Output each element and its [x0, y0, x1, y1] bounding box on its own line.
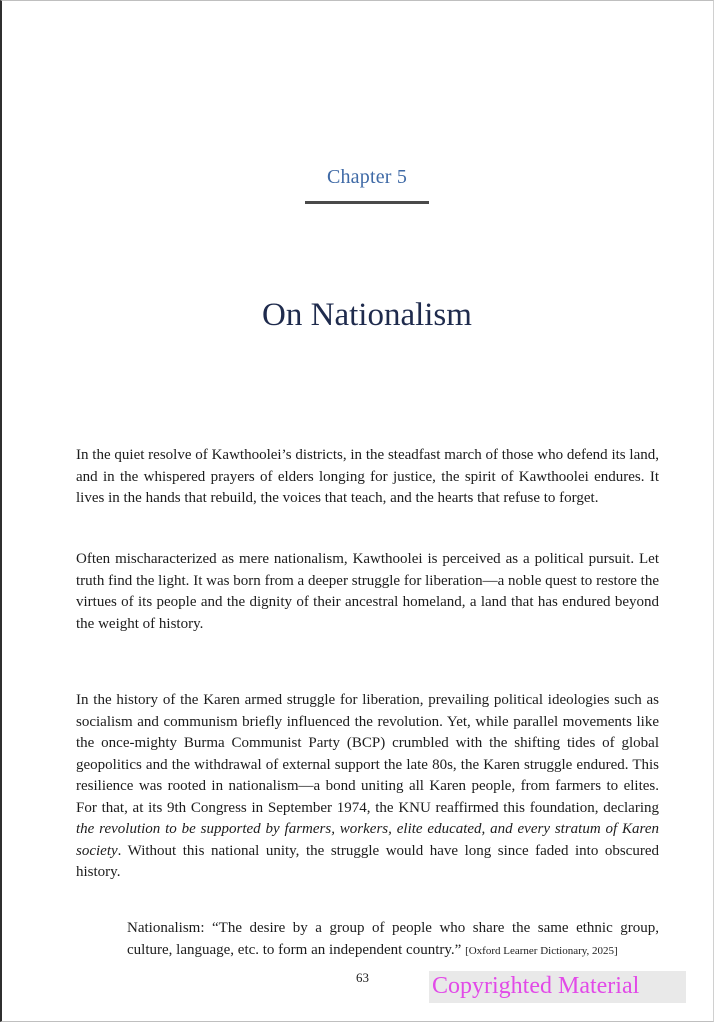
paragraph-3-italic-quote: the revolution to be supported by farmers, workers, elite educated, and every stratum of Karen society: [76, 821, 659, 859]
chapter-label: Chapter 5: [326, 166, 408, 188]
chapter-divider: [305, 201, 429, 204]
paragraph-1: In the quiet resolve of Kawthoolei’s districts, in the steadfast march of those who defend its land, and in the whispered prayers of elders longing for justice, the spirit of Kawthoolei endures. It lives in the hands that rebuild, the voices that teach, and the hearts that refuse to forget.: [76, 447, 659, 506]
definition-quote: [127, 918, 659, 962]
quote-text: Nationalism: “The desire by a group of people who share the same ethnic group, culture, language, etc. to form an independent country.”: [127, 920, 659, 958]
page-number: 63: [356, 970, 369, 985]
paragraph-3-text-end: . Without this national unity, the struggle would have long since faded into obscured history.: [76, 842, 659, 880]
copyright-watermark: [429, 971, 686, 1003]
paragraph-2: Often mischaracterized as mere nationalism, Kawthoolei is perceived as a political pursuit. Let truth find the light. It was born from a deeper struggle for liberation—a noble quest to restore the virtues of its people and the dignity of their ancestral homeland, a land that has endured beyond the weight of history.: [76, 551, 659, 632]
watermark-text: Copyrighted Material: [432, 973, 640, 999]
paragraph-3-text-start: In the history of the Karen armed struggle for liberation, prevailing political ideologies such as socialism and communism briefly influenced the revolution. Yet, while parallel movements like the once-mighty Burma Communist Party (BCP) crumbled with the shifting tides of global geopolitics and the withdrawal of external support the late 80s, the Karen struggle endured. This resilience was rooted in nationalism—a bond uniting all Karen people, from farmers to elites. For that, at its 9th Congress in September 1974, the KNU reaffirmed this foundation, declaring: [76, 692, 659, 816]
chapter-title: On Nationalism: [262, 297, 472, 333]
quote-citation: [Oxford Learner Dictionary, 2025]: [465, 944, 618, 957]
paragraph-3: [76, 690, 659, 884]
